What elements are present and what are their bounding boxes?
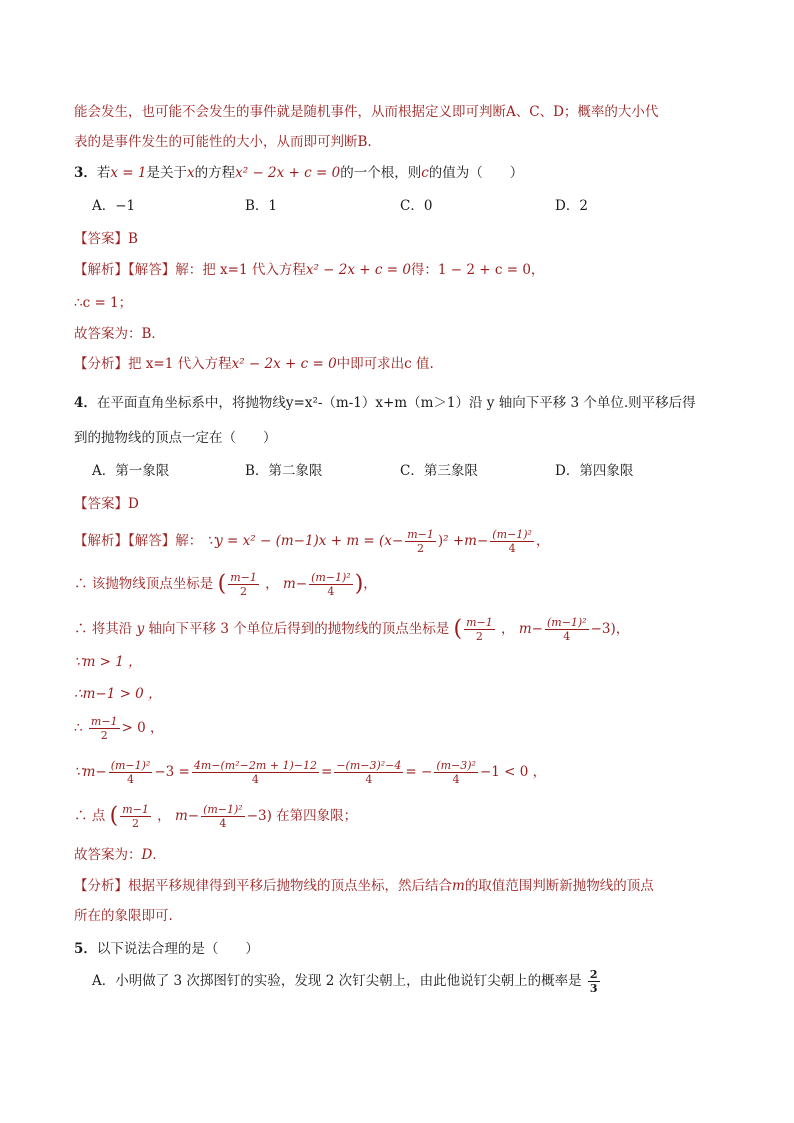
q5-option-a: A．小明做了 3 次掷图钉的实验，发现 2 次钉尖朝上，由此他说钉尖朝上的概率是 $\frac{2}{3}$ <box>92 968 598 995</box>
q4-option-d: D．第四象限 <box>555 463 634 479</box>
q3-number: 3． <box>74 165 97 181</box>
q3-question: 3．若x = 1是关于x的方程x² − 2x + c = 0的一个根，则c的值为（ ） <box>74 165 524 181</box>
q4-question-line-1: 4．在平面直角坐标系中，将抛物线y=x²-（m-1）x+m（m＞1）沿 y 轴向下平移 3 个单位.则平移后得 <box>74 395 696 411</box>
fraction: $\frac{\text{(m−1)²}}{4}$ <box>203 803 243 830</box>
q5-question: 5．以下说法合理的是（ ） <box>74 941 259 957</box>
fraction: $\frac{\text{(m−1)²}}{4}$ <box>546 616 587 643</box>
q4-question-line-2: 到的抛物线的顶点一定在（ ） <box>74 430 277 446</box>
fraction: $\frac{m-1}{2}$ <box>466 616 493 643</box>
fraction: $\frac{\text{(m−1)²}}{4}$ <box>110 759 151 786</box>
q4-option-c: C．第三象限 <box>400 463 478 479</box>
q4-step-long-calc: ∵m− $\frac{\text{(m−1)²}}{4}$ −3 = $\frac{\text{4m−(m²−2m + 1)−12}}{4}$ = $\frac{\text{−(m−3)²−4}}{4}$ = − $\frac{\text{(m−3)²}}{4}$ −1 < 0 ， <box>74 759 547 786</box>
q3-final: 故答案为：B． <box>74 326 165 342</box>
q3-option-b: B．1 <box>245 198 278 214</box>
q4-analysis-line-3: ∴ 将其沿 y 轴向下平移 3 个单位后得到的抛物线的顶点坐标是 ( $\frac{m-1}{2}$ ， m− $\frac{\text{(m−1)²}}{4}$ −3)， <box>74 616 630 643</box>
intro-line-2: 表的是事件发生的可能性的大小，从而即可判断B. <box>74 134 372 150</box>
q3-hint: 【分析】把 x=1 代入方程x² − 2x + c = 0中即可求出c 值. <box>74 356 434 372</box>
q4-step-point: ∴ 点 ( $\frac{m-1}{2}$ ， m− $\frac{\text{(m−1)²}}{4}$ −3) 在第四象限； <box>74 803 358 830</box>
q4-option-a: A．第一象限 <box>92 463 170 479</box>
q3-analysis: 【解析】【解答】解：把 x=1 代入方程x² − 2x + c = 0得：1 − 2 + c = 0， <box>74 262 545 278</box>
fraction: $\frac{\text{(m−1)²}}{4}$ <box>492 528 532 555</box>
fraction: $\frac{\text{4m−(m²−2m + 1)−12}}{4}$ <box>193 759 317 786</box>
q4-analysis-line-2: ∴ 该抛物线顶点坐标是 ( $\frac{m-1}{2}$ ， m− $\frac{\text{(m−1)²}}{4}$ )， <box>74 571 377 598</box>
q3-option-c: C．0 <box>400 198 433 214</box>
q4-number: 4． <box>74 395 97 411</box>
fraction: $\frac{\text{(m−1)²}}{4}$ <box>311 571 351 598</box>
q4-step-m-gt-1: ∵m > 1 ， <box>74 654 142 670</box>
q5-number: 5． <box>74 941 97 957</box>
q4-final: 故答案为：D． <box>74 847 166 863</box>
fraction: $\frac{m-1}{2}$ <box>407 528 434 555</box>
fraction: $\frac{2}{3}$ <box>589 968 598 995</box>
fraction: $\frac{\text{(m−3)²}}{4}$ <box>436 759 476 786</box>
intro-line-1: 能会发生，也可能不会发生的事件就是随机事件，从而根据定义即可判断A、C、D；概率的大小代 <box>74 104 659 120</box>
fraction: $\frac{\text{−(m−3)²−4}}{4}$ <box>336 759 402 786</box>
q3-option-d: D．2 <box>555 198 588 214</box>
fraction: $\frac{m-1}{2}$ <box>90 715 118 742</box>
fraction: $\frac{m-1}{2}$ <box>122 803 149 830</box>
q4-option-b: B．第二象限 <box>245 463 323 479</box>
q4-step-frac-gt-0: ∴ $\frac{m-1}{2}$ > 0 ， <box>74 715 164 742</box>
q3-answer: 【答案】B <box>74 231 138 247</box>
q4-answer: 【答案】D <box>74 496 139 512</box>
fraction: $\frac{m-1}{2}$ <box>230 571 257 598</box>
q3-step-2: ∴c = 1； <box>74 295 133 311</box>
q4-analysis-line-1: 【解析】【解答】解： ∵y = x² − (m−1)x + m = (x− $\frac{m-1}{2}$ )² +m− $\frac{\text{(m−1)²}}{4}$ ， <box>74 528 550 555</box>
q4-hint-line-2: 所在的象限即可. <box>74 908 173 924</box>
q3-option-a: A．−1 <box>92 198 136 214</box>
q4-step-m-1-gt-0: ∴m−1 > 0 ， <box>74 686 162 702</box>
q4-hint-line-1: 【分析】根据平移规律得到平移后抛物线的顶点坐标，然后结合m的取值范围判断新抛物线的顶点 <box>74 878 654 894</box>
